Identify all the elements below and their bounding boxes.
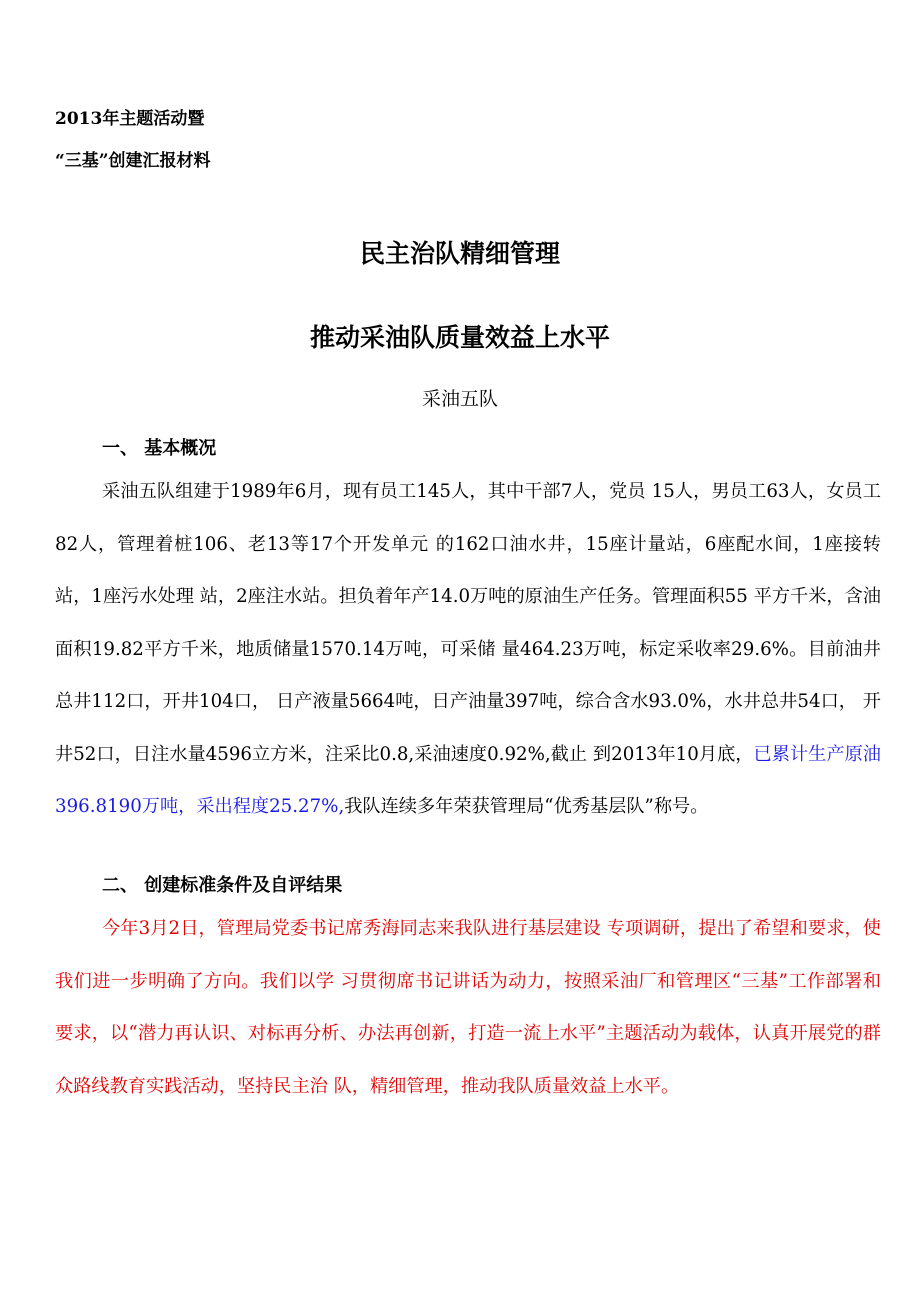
section-1-heading: 一、 基本概况 xyxy=(102,438,217,459)
section-1-paragraph xyxy=(55,466,881,834)
sub-title: 推动采油队质量效益上水平 xyxy=(309,323,610,352)
section-2-paragraph: 今年3月2日，管理局党委书记席秀海同志来我队进行基层建设 专项调研，提出了希望和要求，使我们进一步明确了方向。我们以学 习贯彻席书记讲话为动力，按照采油厂和管理区“三基”工作部署和 要求，以“潜力再认识、对标再分析、办法再创新，打造一流上水平”主题活动为载体，认真开展党的群众路线教育实践活动，坚持民主治 队，精细管理，推动我队质量效益上水平。 xyxy=(55,918,881,1097)
header-line-1: 2013年主题活动暨 xyxy=(55,109,205,129)
team-name: 采油五队 xyxy=(421,388,498,410)
section-1-text-part-2: 我队连续多年荣获管理局“优秀基层队”称号。 xyxy=(344,796,709,817)
section-1-highlight: 已累计生产原油396.8190万吨，采出程度25.27%, xyxy=(55,743,881,817)
header-line-2: “三基”创建汇报材料 xyxy=(55,151,211,171)
section-2-heading: 二、 创建标准条件及自评结果 xyxy=(102,875,343,896)
section-1-text-part-1: 采油五队组建于1989年6月，现有员工145人，其中干部7人，党员 15人，男员工63人，女员工82人，管理着桩106、老13等17个开发单元 的162口油水井，15座计量站，6座配水间，1座接转站，1座污水处理 站，2座注水站。担负着年产14.0万吨的原油生产任务。管理面积55 平方千米，含油面积19.82平方千米，地质储量1570.14万吨，可采储 量464.23万吨，标定采收率29.6%。目前油井总井112口，开井104口， 日产液量5664吨，日产油量397吨，综合含水93.0%，水井总井54口， 开井52口，日注水量4596立方米，注采比0.8,采油速度0.92%,截止 到2013年10月底， xyxy=(55,481,881,765)
main-title: 民主治队精细管理 xyxy=(359,239,560,268)
